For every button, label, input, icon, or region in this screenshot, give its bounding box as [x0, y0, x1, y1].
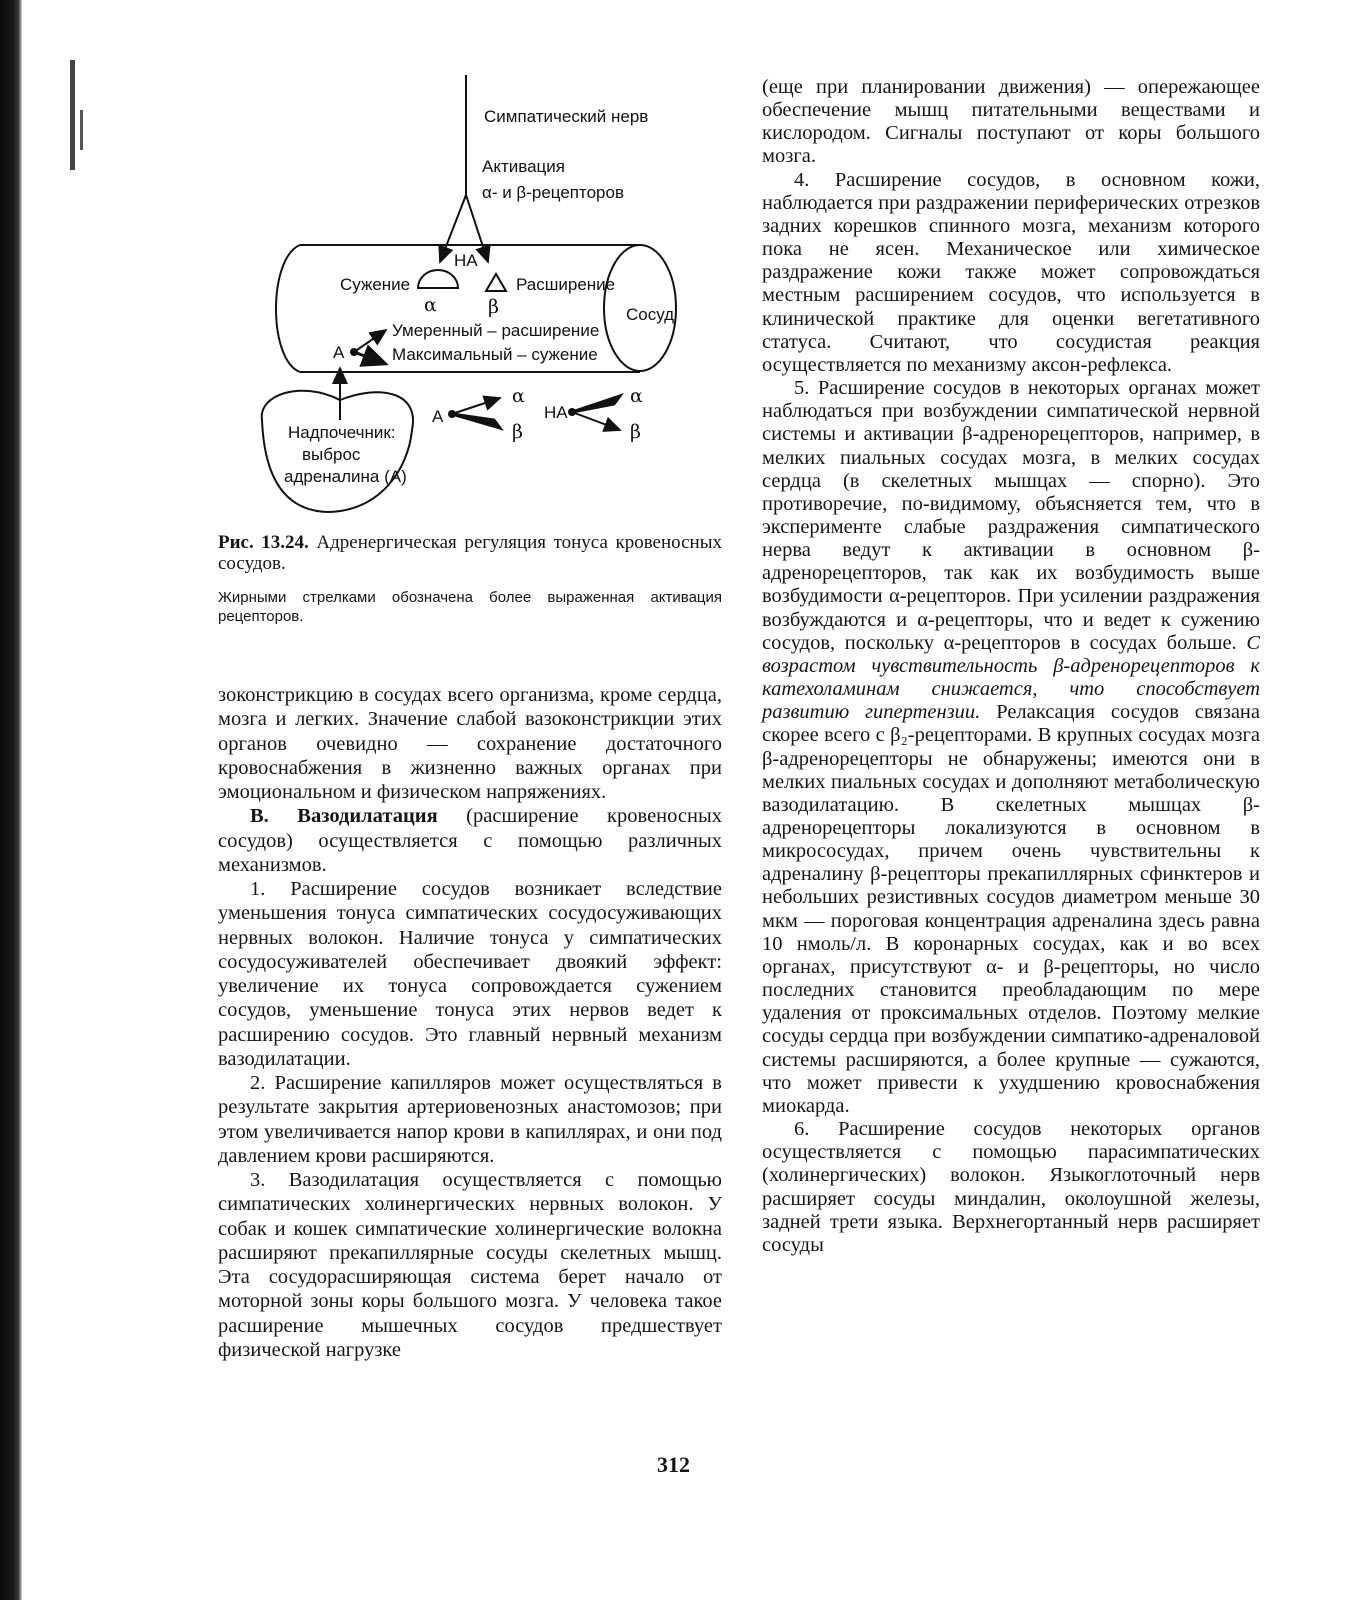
italic-text: С возрастом чувствительность β-адренорецепторов к катехоламинам снижается, что способствует развитию гипертензии. — [762, 631, 1260, 724]
na-top-label: НА — [454, 251, 478, 270]
paragraph: (еще при планировании движения) — опережающее обеспечение мышц питательными веществами и кислородом. Сигналы поступают от коры большого мозга. — [762, 76, 1260, 168]
paragraph: 6. Расширение сосудов некоторых органов осуществляется с помощью парасимпатических (холинергических) волокон. Языкоглоточный нерв расширяет сосуды миндалин, околоушной железы, задней трети языка. Верхнегортанный нерв расширяет сосуды — [762, 1118, 1260, 1256]
text-run: Релаксация сосудов связана скорее всего с β₂-рецепторами. В крупных сосудах мозга β-адренорецепторы не обнаружены; имеются они в мелких пиальных сосудах и дополняют метаболическую вазодилатацию. В скелетных мышцах β-адренорецепторы локализуются в основном в микрососудах, причем очень чувствительны к адреналину β-рецепторы прекапиллярных сфинктеров и небольших резистивных сосудов диаметром меньше 30 мкм — пороговая концентрация адреналина здесь равна 10 нмоль/л. В коронарных сосудах, как и во всех органах, присутствуют α- и β-рецепторы, но число последних становится преобладающим по мере удаления от проксимальных отделов. Поэтому мелкие сосуды сердца при возбуждении симпатико-адреналовой системы расширяются, а более крупные — сужаются, что может привести к ухудшению кровоснабжения миокарда. — [762, 701, 1260, 1117]
text-run: 5. Расширение сосудов в некоторых органах может наблюдаться при возбуждении симпатической нервной системы и активации β-адренорецепторов, например, в мелких пиальных сосудах мозга, в мелких сосудах сердца (в скелетных мышцах — спорно). Это противоречие, по-видимому, объясняется тем, что в эксперименте слабые раздражения симпатического нерва ведут к активации в основном β-адренорецепторов, так как их возбудимость выше возбудимости α-рецепторов. При усилении раздражения возбуждаются и α-рецепторы, что и ведет к сужению сосудов, поскольку α-рецепторов в сосудах больше. — [762, 377, 1260, 654]
a-legend-label: А — [432, 407, 444, 426]
constriction-label: Сужение — [340, 275, 411, 294]
na-legend-alpha: α — [630, 385, 643, 407]
moderate-label: Умеренный – расширение — [392, 321, 600, 340]
alpha-receptor-icon — [418, 270, 458, 288]
vessel-label: Сосуд — [626, 305, 675, 324]
nerve-label: Симпатический нерв — [484, 107, 649, 126]
figure-note: Жирными стрелками обозначена более выраженная активация рецепторов. — [218, 589, 722, 625]
paragraph: 2. Расширение капилляров может осуществляться в результате закрытия артериовенозных анастомозов; при этом увеличивается напор крови в капиллярах, и они под давлением крови расширяются. — [218, 1072, 722, 1167]
activation-label: Активация — [482, 157, 565, 176]
dilation-label: Расширение — [516, 275, 616, 294]
page-number: 312 — [657, 1452, 690, 1477]
section-text: (расширение кровеносных сосудов) осуществляется с помощью различных механизмов. — [218, 805, 722, 876]
figure-caption — [218, 532, 722, 574]
section-paragraph — [218, 804, 722, 877]
beta-receptor-icon — [486, 274, 506, 291]
a-legend-alpha: α — [512, 385, 525, 407]
section-heading: В. Вазодилатация — [250, 805, 438, 828]
alpha-label: α — [424, 294, 437, 316]
adrenal-label-3: адреналина (А) — [284, 467, 407, 486]
a-legend-beta: β — [512, 421, 523, 443]
na-legend-label: НА — [544, 403, 568, 422]
left-column — [218, 683, 722, 1362]
paragraph: 4. Расширение сосудов, в основном кожи, наблюдается при раздражении периферических отрезков задних корешков спинного мозга, механизм которого пока не ясен. Механическое или химическое раздражение кожи также может сопровождаться местным расширением сосудов, что используется в клинической практике для оценки вегетативного статуса. Считают, что сосудистая реакция осуществляется по механизму аксон-рефлекса. — [762, 168, 1260, 376]
figure-number: Рис. 13.24. — [218, 532, 309, 553]
paragraph — [762, 377, 1260, 1118]
paragraph: 1. Расширение сосудов возникает вследствие уменьшения тонуса симпатических сосудосуживающих нервных волокон. Наличие тонуса у симпатических сосудосуживателей обеспечивает двоякий эффект: увеличение их тонуса сопровождается сужением сосудов, уменьшение тонуса этих нервов ведет к расширению сосудов. Это главный нервный механизм вазодилатации. — [218, 878, 722, 1070]
adrenal-label-2: выброс — [302, 445, 361, 464]
right-column — [762, 76, 1260, 1257]
paragraph: 3. Вазодилатация осуществляется с помощью симпатических холинергических нервных волокон. У собак и кошек симпатические холинергические волокна расширяют прекапиллярные сосуды скелетных мышц. Эта сосудорасширяющая система берет начало от моторной зоны коры большого мозга. У человека такое расширение мышечных сосудов предшествует физической нагрузке — [218, 1169, 722, 1361]
receptors-label: α- и β-рецепторов — [482, 183, 624, 202]
paragraph: зоконстрикцию в сосудах всего организма, кроме сердца, мозга и легких. Значение слабой вазоконстрикции этих органов очевидно — сохранение достаточного кровоснабжения в жизненно важных органах при эмоциональном и физическом напряжениях. — [218, 684, 722, 803]
a-label: А — [333, 343, 345, 362]
adrenal-label-1: Надпочечник: — [288, 423, 396, 442]
maximal-label: Максимальный – сужение — [392, 345, 598, 364]
figure-title: Адренергическая регуляция тонуса кровеносных сосудов. — [218, 532, 722, 574]
na-legend-beta: β — [630, 421, 641, 443]
beta-label: β — [488, 296, 499, 318]
